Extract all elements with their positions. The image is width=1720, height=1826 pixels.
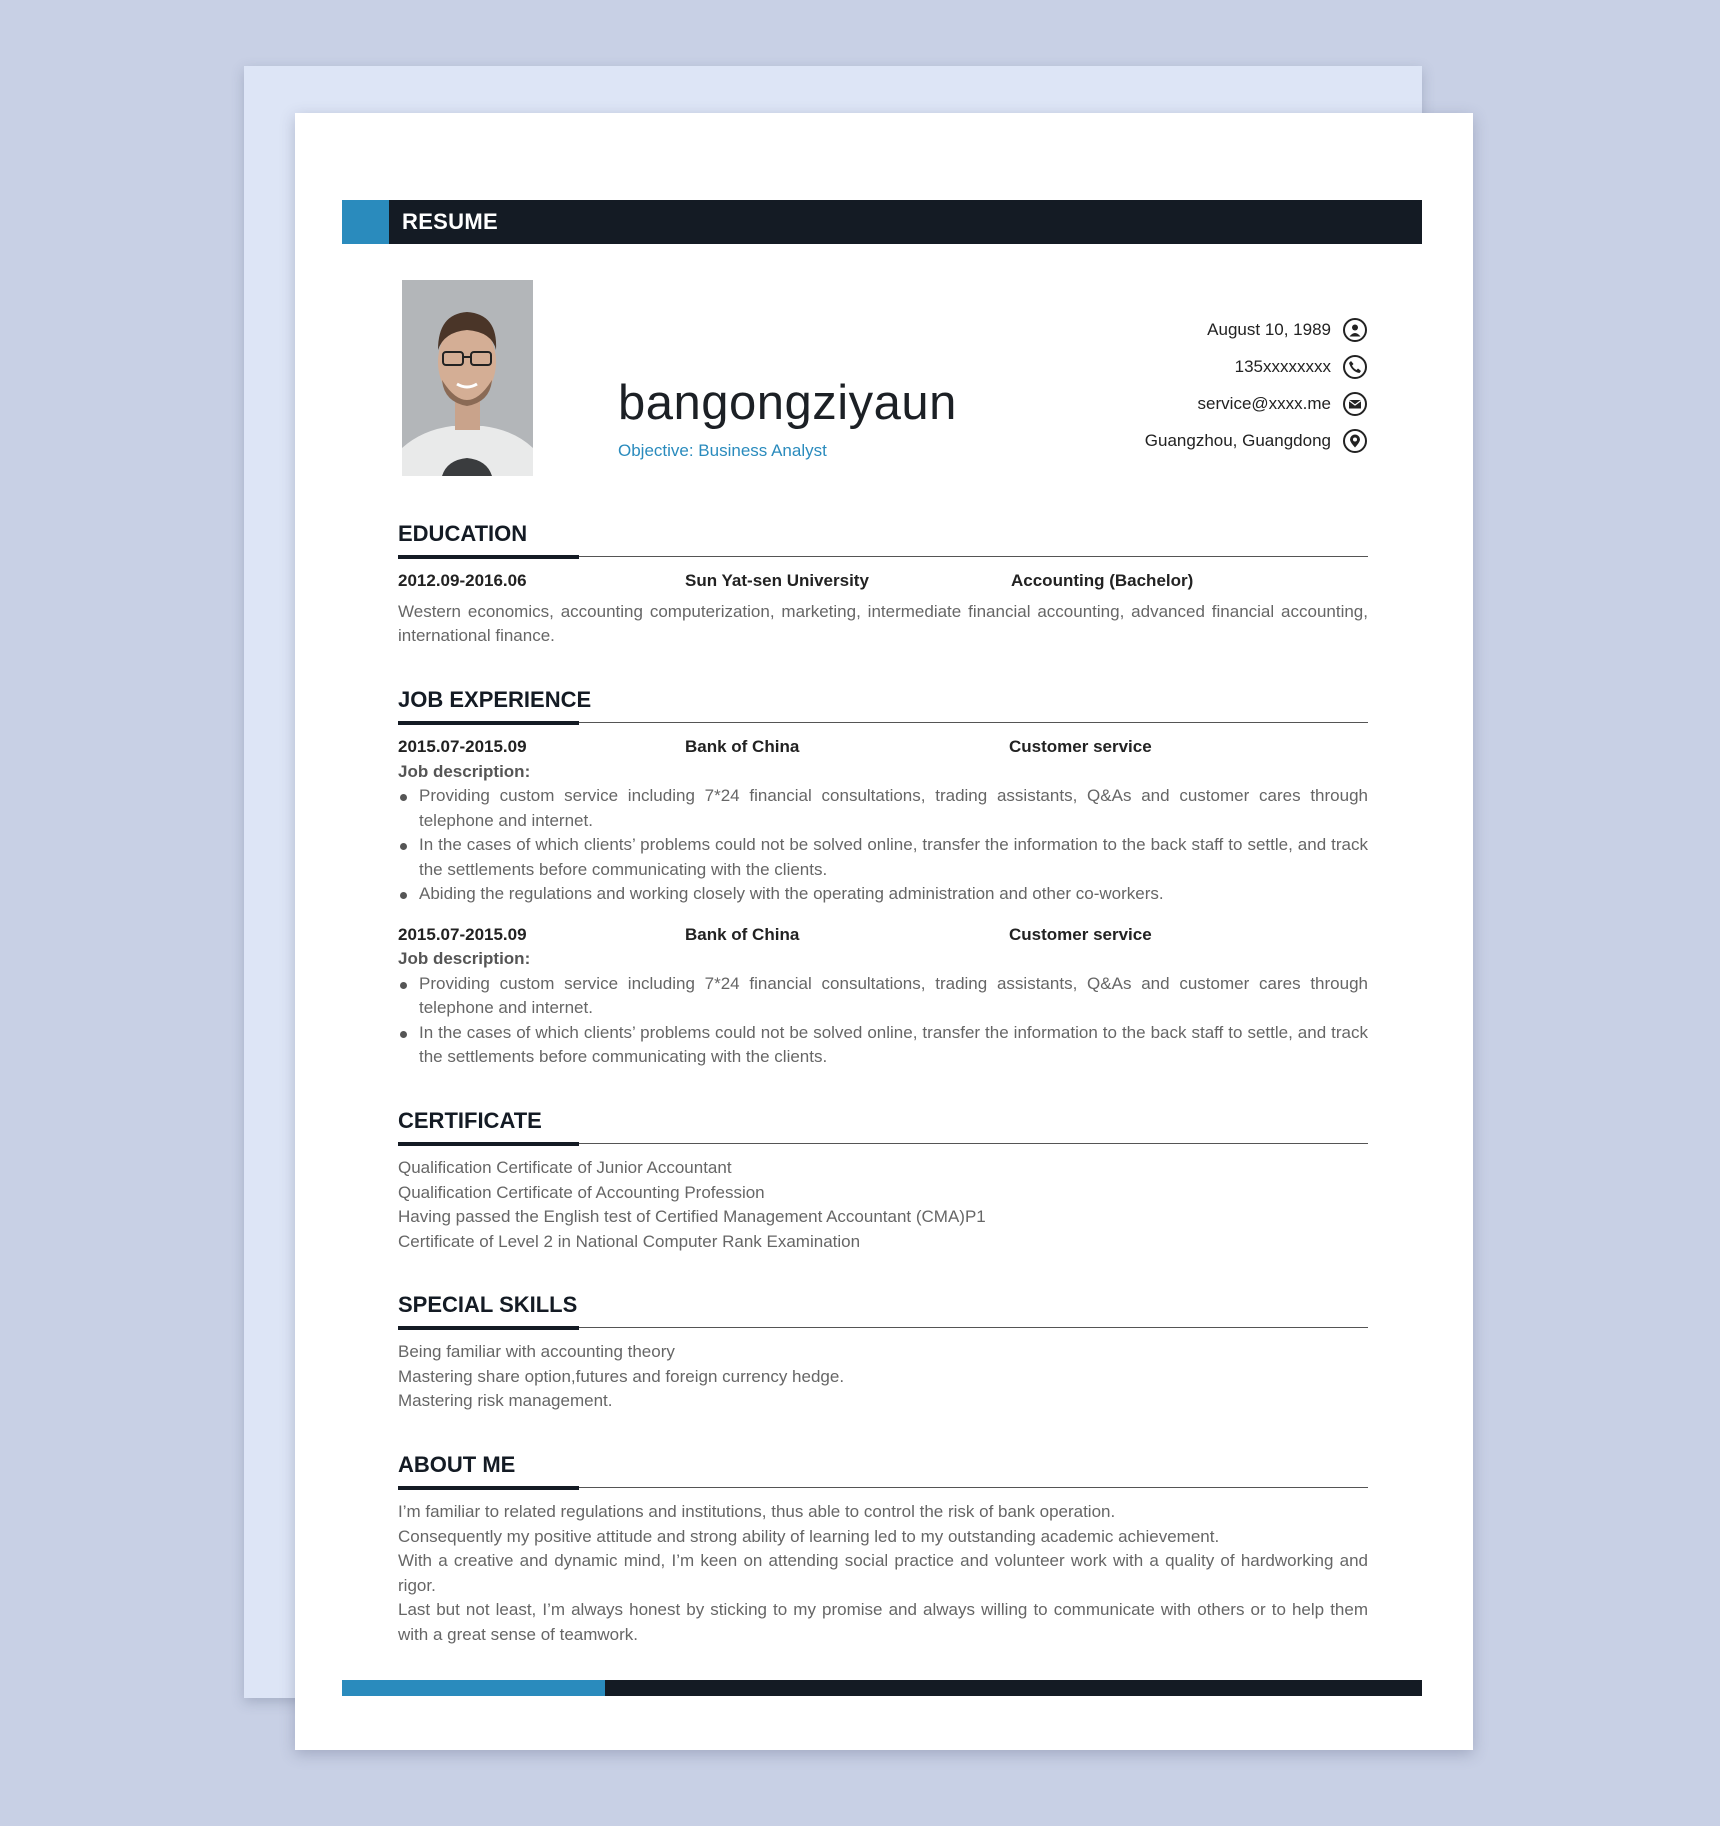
education-major: Accounting (Bachelor) bbox=[1011, 571, 1194, 590]
certificate-item: Certificate of Level 2 in National Computer Rank Examination bbox=[398, 1231, 861, 1251]
job-bullet: In the cases of which clients’ problems could not be solved online, transfer the information to the back staff to settle, and track the settlements before communicating with the clients. bbox=[398, 833, 1368, 882]
job-bullet: Abiding the regulations and working closely with the operating administration and other co-workers. bbox=[398, 882, 1368, 907]
job-entry-header bbox=[398, 923, 1368, 948]
skill-item: Mastering share option,futures and foreign currency hedge. bbox=[398, 1366, 845, 1386]
footer-accent-block bbox=[342, 1680, 605, 1696]
skill-item: Being familiar with accounting theory bbox=[398, 1342, 675, 1361]
job-role: Customer service bbox=[1009, 737, 1152, 756]
job-period: 2015.07-2015.09 bbox=[398, 924, 527, 944]
certificate-title: CERTIFICATE bbox=[398, 1108, 542, 1133]
candidate-objective: Objective: Business Analyst bbox=[618, 441, 827, 460]
resume-page bbox=[295, 113, 1473, 1750]
phone-icon bbox=[1343, 355, 1367, 379]
skills-title: SPECIAL SKILLS bbox=[398, 1292, 578, 1317]
about-text bbox=[398, 1500, 1368, 1647]
person-icon bbox=[1343, 318, 1367, 342]
certificate-item: Qualification Certificate of Junior Accountant bbox=[398, 1158, 732, 1177]
job-bullet-list bbox=[398, 972, 1368, 1070]
contact-phone bbox=[1145, 348, 1367, 385]
contact-phone-text: 135xxxxxxxx bbox=[1234, 356, 1331, 376]
job-bullet-list bbox=[398, 784, 1368, 907]
certificate-list bbox=[398, 1156, 1368, 1254]
job-bullet: Providing custom service including 7*24 financial consultations, trading assistants, Q&As and customer cares through telephone and internet. bbox=[398, 972, 1368, 1021]
resume-header-label: RESUME bbox=[402, 209, 498, 234]
education-period: 2012.09-2016.06 bbox=[398, 571, 527, 590]
about-line: I’m familiar to related regulations and institutions, thus able to control the risk of bank operation. bbox=[398, 1502, 1116, 1521]
section-divider bbox=[398, 721, 1368, 725]
about-section bbox=[398, 1450, 1368, 1647]
skill-item: Mastering risk management. bbox=[398, 1391, 613, 1410]
contact-location-text: Guangzhou, Guangdong bbox=[1144, 430, 1331, 450]
skills-list bbox=[398, 1340, 1368, 1414]
certificate-section bbox=[398, 1106, 1368, 1254]
education-school: Sun Yat-sen University bbox=[685, 571, 869, 590]
job-description-label: Job description: bbox=[398, 949, 531, 968]
job-entry bbox=[398, 923, 1368, 1070]
job-entry bbox=[398, 735, 1368, 907]
job-experience-section bbox=[398, 685, 1368, 1070]
mail-icon bbox=[1343, 392, 1367, 416]
job-description-label: Job description: bbox=[398, 761, 531, 781]
section-divider bbox=[398, 555, 1368, 559]
contact-list bbox=[1145, 311, 1367, 459]
contact-email bbox=[1145, 385, 1367, 422]
education-courses: Western economics, accounting computerization, marketing, intermediate financial accounting, advanced financial accounting, international finance. bbox=[398, 601, 1368, 645]
contact-location bbox=[1145, 422, 1367, 459]
skills-section bbox=[398, 1290, 1368, 1414]
profile-photo bbox=[402, 280, 533, 476]
job-period: 2015.07-2015.09 bbox=[398, 737, 527, 756]
education-title: EDUCATION bbox=[398, 521, 528, 546]
about-line: With a creative and dynamic mind, I’m keen on attending social practice and volunteer work with a quality of hardworking and rigor. bbox=[398, 1551, 1368, 1595]
job-company: Bank of China bbox=[685, 737, 800, 756]
certificate-item: Having passed the English test of Certified Management Accountant (CMA)P1 bbox=[398, 1207, 986, 1226]
section-divider bbox=[398, 1326, 1368, 1330]
job-experience-title: JOB EXPERIENCE bbox=[398, 687, 592, 712]
job-bullet: In the cases of which clients’ problems could not be solved online, transfer the information to the back staff to settle, and track the settlements before communicating with the clients. bbox=[398, 1021, 1368, 1070]
about-line: Last but not least, I’m always honest by sticking to my promise and always willing to communicate with others or to help them with a great sense of teamwork. bbox=[398, 1600, 1368, 1644]
job-entry-header bbox=[398, 735, 1368, 760]
certificate-item: Qualification Certificate of Accounting Profession bbox=[398, 1182, 765, 1202]
candidate-name: bangongziyaun bbox=[618, 376, 957, 430]
education-section bbox=[398, 519, 1368, 649]
header-accent-block bbox=[342, 200, 389, 244]
location-pin-icon bbox=[1343, 429, 1367, 453]
job-role: Customer service bbox=[1009, 924, 1152, 944]
contact-email-text: service@xxxx.me bbox=[1197, 393, 1331, 413]
resume-header-bar bbox=[342, 200, 1422, 244]
job-bullet: Providing custom service including 7*24 financial consultations, trading assistants, Q&As and customer cares through telephone and internet. bbox=[398, 784, 1368, 833]
about-title: ABOUT ME bbox=[398, 1452, 516, 1477]
contact-birthdate-text: August 10, 1989 bbox=[1207, 319, 1331, 339]
about-line: Consequently my positive attitude and strong ability of learning led to my outstanding academic achievement. bbox=[398, 1526, 1220, 1546]
section-divider bbox=[398, 1486, 1368, 1490]
contact-birthdate bbox=[1145, 311, 1367, 348]
resume-footer-bar bbox=[342, 1680, 1422, 1696]
education-entry-header bbox=[398, 569, 1368, 594]
job-company: Bank of China bbox=[685, 924, 800, 944]
section-divider bbox=[398, 1142, 1368, 1146]
